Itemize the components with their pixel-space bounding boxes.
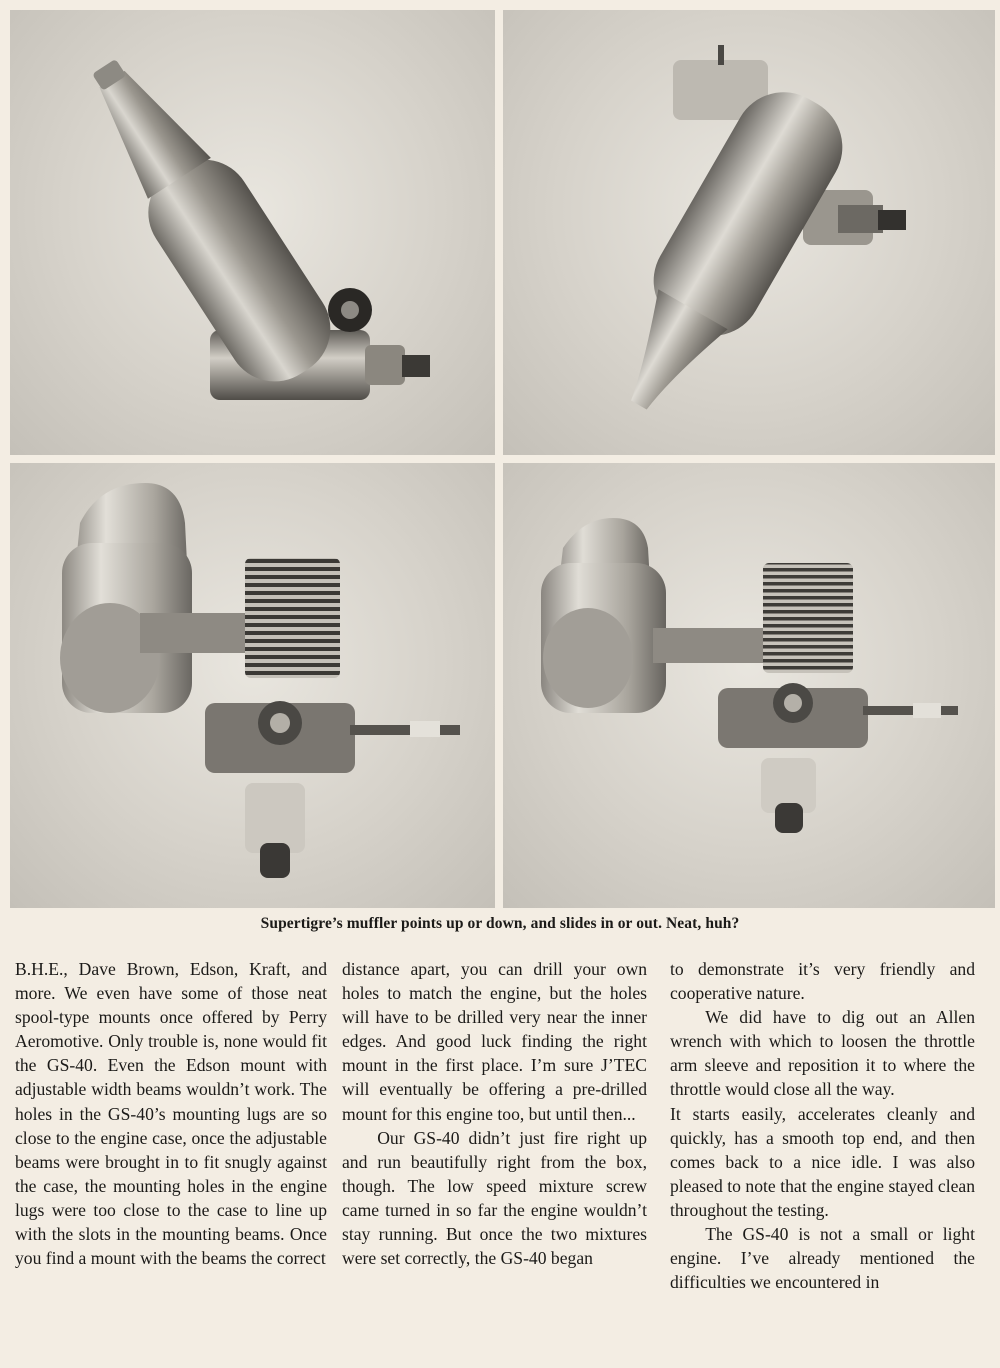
paragraph: The GS-40 is not a small or light engine. I’ve already mentioned the difficulties we encountered in (670, 1224, 975, 1293)
photo-muffler-down (503, 10, 995, 455)
photo-caption: Supertigre’s muffler points up or down, and slides in or out. Neat, huh? (260, 915, 740, 932)
paragraph: We did have to dig out an Allen wrench with which to loosen the throttle arm sleeve and reposition it to where the throttle would close all the way. (670, 1007, 975, 1100)
article-column-3 (670, 957, 975, 1294)
engine-muffler-down-icon (503, 10, 995, 455)
paragraph: to demonstrate it’s very friendly and cooperative nature. (670, 959, 975, 1004)
paragraph: Our GS-40 didn’t just fire right up and run beautifully right from the box, though. The low speed mixture screw came turned in so far the engine wouldn’t stay running. But once the two mixtures were set correctly, the GS-40 began (342, 1127, 647, 1269)
engine-muffler-out-icon (10, 463, 495, 908)
photo-muffler-in (503, 463, 995, 908)
photo-muffler-up (10, 10, 495, 455)
photo-muffler-out (10, 463, 495, 908)
engine-muffler-in-icon (503, 463, 995, 908)
paragraph: B.H.E., Dave Brown, Edson, Kraft, and more. We even have some of those neat spool-type mounts once offered by Perry Aeromotive. Only trouble is, none would fit the GS-40. Even the Edson mount with adjustable width beams wouldn’t work. The holes in the GS-40’s mounting lugs are so close to the engine case, once the adjustable beams were brought in to fit snugly against the case, the mounting holes in the engine lugs were too close to the case to line up with the slots in the mounting beams. Once you find a mount with the beams the correct (15, 959, 327, 1269)
paragraph: It starts easily, accelerates cleanly and quickly, has a smooth top end, and then comes back to a nice idle. I was also pleased to note that the engine stayed clean throughout the testing. (670, 1103, 975, 1220)
engine-muffler-up-icon (10, 10, 495, 455)
article-column-2 (342, 957, 647, 1270)
paragraph: distance apart, you can drill your own holes to match the engine, but the holes will have to be drilled very near the inner edges. And good luck finding the right mount in the first place. I’m sure J’TEC will eventually be offering a pre-drilled mount for this engine too, but until then... (342, 959, 647, 1124)
article-column-1 (15, 957, 327, 1270)
